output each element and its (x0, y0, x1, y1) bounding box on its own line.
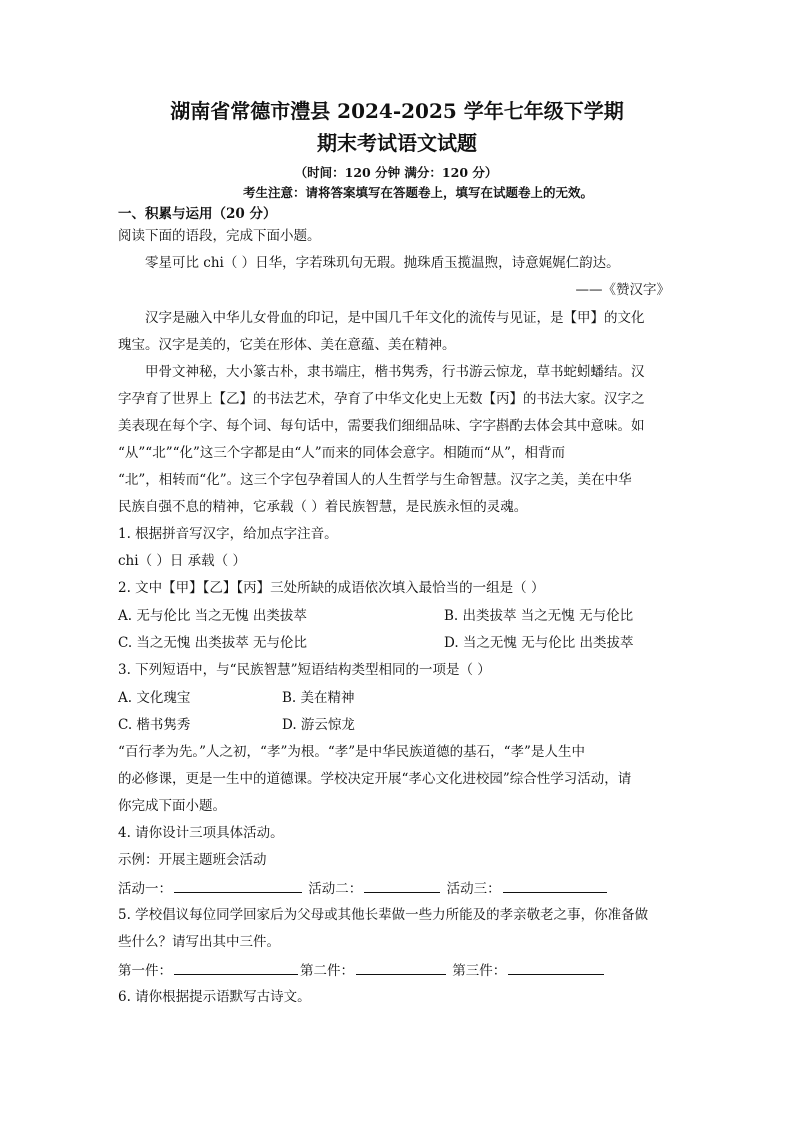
q2-option-b: B. 出类拔萃 当之无愧 无与伦比 (444, 608, 634, 624)
activity3-label: 活动三： (446, 881, 501, 897)
item2-label: 第二件： (300, 963, 354, 979)
item1-blank[interactable] (174, 962, 298, 975)
q4-example: 示例：开展主题班会活动 (118, 852, 267, 868)
q1-stem: 1. 根据拼音写汉字，给加点字注音。 (118, 526, 338, 542)
paragraph2-line5: “北”，相转而“化”。这三个字包孕着国人的人生哲学与生命智慧。汉字之美，美在中华 (118, 472, 632, 488)
activity2-label: 活动二： (308, 881, 363, 897)
q3-option-c: C. 楷书隽秀 (118, 717, 191, 733)
paragraph1-line1: 汉字是融入中华儿女骨血的印记，是中国几千年文化的流传与见证，是【甲】的文化 (145, 310, 645, 326)
item2-blank[interactable] (356, 962, 446, 975)
q3-option-a: A. 文化瑰宝 (118, 690, 191, 706)
paragraph2-line6: 民族自强不息的精神，它承载（ ）着民族智慧，是民族永恒的灵魂。 (118, 499, 528, 515)
q6-stem: 6. 请你根据提示语默写古诗文。 (118, 989, 311, 1005)
paragraph2-line2: 字孕育了世界上【乙】的书法艺术，孕育了中华文化史上无数【丙】的书法大家。汉字之 (118, 391, 645, 407)
q5-stem-line1: 5. 学校倡议每位同学回家后为父母或其他长辈做一些力所能及的孝亲敬老之事，你准备做 (118, 907, 649, 923)
passage2-line2: 的必修课，更是一生中的道德课。学校决定开展“孝心文化进校园”综合性学习活动，请 (118, 771, 632, 787)
item3-blank[interactable] (508, 962, 604, 975)
q4-activity-row (118, 880, 674, 898)
q2-option-a: A. 无与伦比 当之无愧 出类拔萃 (118, 608, 307, 624)
exam-notice: 考生注意：请将答案填写在答题卷上，填写在试题卷上的无效。 (242, 185, 593, 200)
q1-answer-line: chi（ ）日 承载（ ） (118, 553, 246, 569)
passage2-line1: “百行孝为先。”人之初，“孝”为根。“孝”是中华民族道德的基石，“孝”是人生中 (118, 744, 585, 760)
q5-answer-row (118, 962, 674, 980)
q2-option-d: D. 当之无愧 无与伦比 出类拔萃 (444, 635, 634, 651)
q4-stem: 4. 请你设计三项具体活动。 (118, 825, 284, 841)
q2-option-c: C. 当之无愧 出类拔萃 无与伦比 (118, 635, 308, 651)
q3-option-d: D. 游云惊龙 (282, 717, 355, 733)
paragraph2-line4: “从”“北”“化”这三个字都是由“人”而来的同体会意字。相随而“从”，相背而 (118, 445, 566, 461)
activity3-blank[interactable] (503, 880, 607, 893)
section1-heading: 一、积累与运用（20 分） (118, 206, 277, 222)
activity1-label: 活动一： (118, 881, 172, 897)
paragraph2-line1: 甲骨文神秘，大小篆古朴，隶书端庄，楷书隽秀，行书游云惊龙，草书蛇蚓蟠结。汉 (145, 364, 645, 380)
q2-stem: 2. 文中【甲】【乙】【丙】三处所缺的成语依次填入最恰当的一组是（ ） (118, 580, 545, 596)
exam-title-line2: 期末考试语文试题 (317, 131, 477, 155)
item3-label: 第三件： (452, 963, 507, 979)
paragraph1-line2: 瑰宝。汉字是美的，它美在形体、美在意蕴、美在精神。 (118, 337, 456, 353)
paragraph2-line3: 美表现在每个字、每个词、每句话中，需要我们细细品味、字字斟酌去体会其中意味。如 (118, 418, 645, 434)
item1-label: 第一件： (118, 963, 172, 979)
q5-stem-line2: 些什么？请写出其中三件。 (118, 934, 280, 950)
time-info: （时间：120 分钟 满分：120 分） (294, 165, 498, 180)
passage2-line3: 你完成下面小题。 (118, 798, 226, 814)
q3-stem: 3. 下列短语中，与“民族智慧”短语结构类型相同的一项是（ ） (118, 662, 491, 678)
section1-intro: 阅读下面的语段，完成下面小题。 (118, 228, 321, 244)
q3-option-b: B. 美在精神 (282, 690, 355, 706)
poem-source: ——《赞汉字》 (575, 282, 670, 298)
exam-title-line1: 湖南省常德市澧县 2024-2025 学年七年级下学期 (170, 99, 624, 123)
poem-text: 零星可比 chi（ ）日华，字若珠玑句无瑕。抛珠盾玉揽温煦，诗意娓娓仁韵达。 (145, 255, 620, 271)
activity1-blank[interactable] (174, 880, 302, 893)
activity2-blank[interactable] (364, 880, 440, 893)
